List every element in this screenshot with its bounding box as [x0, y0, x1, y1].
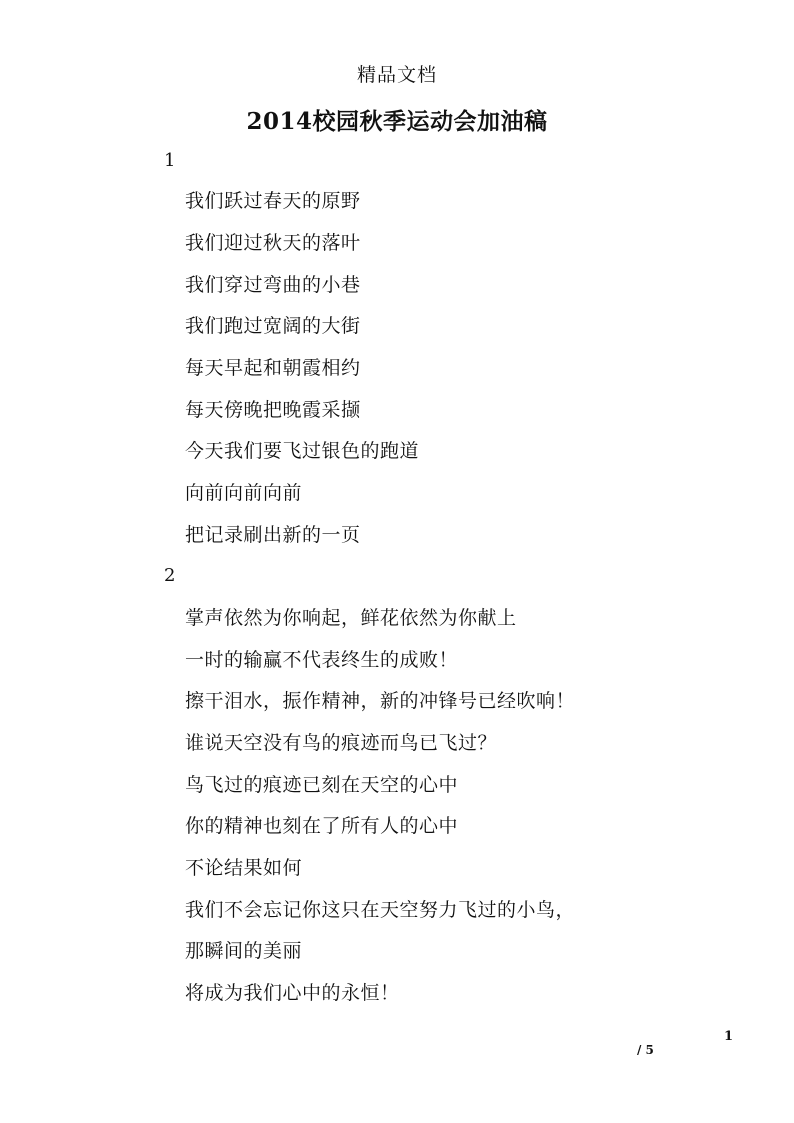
verse-line: 将成为我们心中的永恒！	[185, 982, 400, 1004]
verse-line: 掌声依然为你响起，鲜花依然为你献上	[185, 607, 517, 629]
verse-line: 今天我们要飞过银色的跑道	[185, 440, 420, 462]
verse-line: 谁说天空没有鸟的痕迹而鸟已飞过？	[185, 732, 498, 754]
verse-line: 我们迎过秋天的落叶	[185, 232, 361, 254]
verse-line: 每天早起和朝霞相约	[185, 357, 361, 379]
verse-line: 我们穿过弯曲的小巷	[185, 274, 361, 296]
verse-line: 我们跑过宽阔的大街	[185, 315, 361, 337]
page-total: / 5	[637, 1043, 654, 1057]
section-number: 1	[164, 150, 176, 171]
verse-line: 我们不会忘记你这只在天空努力飞过的小鸟，	[185, 899, 576, 921]
verse-line: 把记录刷出新的一页	[185, 524, 361, 546]
verse-line: 那瞬间的美丽	[185, 940, 303, 962]
verse-line: 你的精神也刻在了所有人的心中	[185, 815, 459, 837]
verse-line: 一时的输赢不代表终生的成败！	[185, 649, 459, 671]
verse-line: 每天傍晚把晚霞采撷	[185, 399, 361, 421]
page-number: 1	[724, 1029, 734, 1044]
verse-line: 鸟飞过的痕迹已刻在天空的心中	[185, 774, 459, 796]
verse-line: 我们跃过春天的原野	[185, 190, 361, 212]
verse-line: 擦干泪水，振作精神，新的冲锋号已经吹响！	[185, 690, 576, 712]
document-header: 精品文档	[356, 64, 437, 86]
document-title: 2014校园秋季运动会加油稿	[246, 108, 548, 135]
verse-line: 向前向前向前	[185, 482, 303, 504]
verse-line: 不论结果如何	[185, 857, 303, 879]
section-number: 2	[164, 565, 176, 586]
